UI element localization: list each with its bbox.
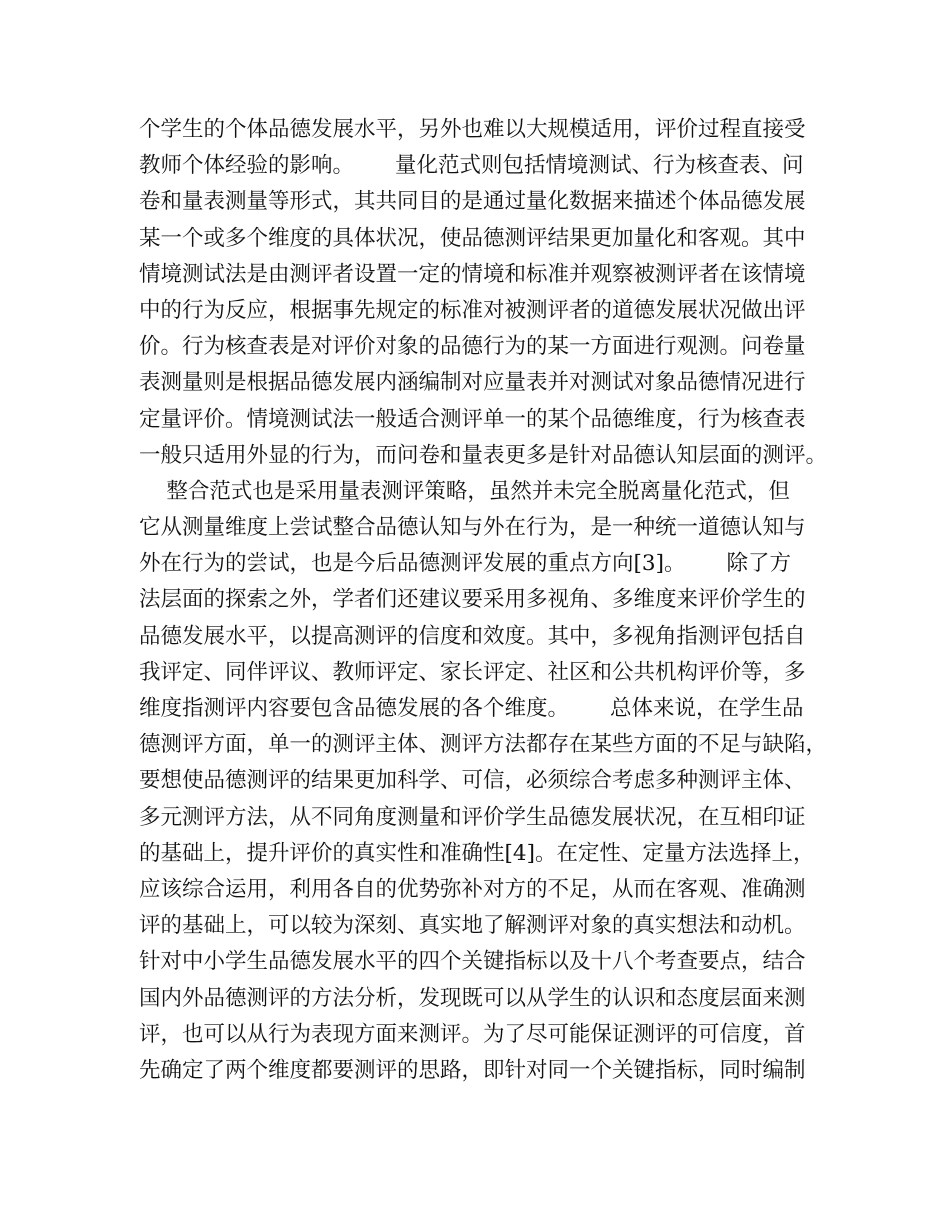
- text-line: 维度指测评内容要包含品德发展的各个维度。 总体来说，在学生品: [139, 696, 804, 721]
- text-line: 品德发展水平，以提高测评的信度和效度。其中，多视角指测评包括自: [139, 623, 806, 649]
- text-line: 个学生的个体品德发展水平，另外也难以大规模适用，评价过程直接受: [139, 117, 806, 142]
- text-line: 针对中小学生品德发展水平的四个关键指标以及十八个考查要点，结合: [139, 949, 806, 975]
- text-line: 应该综合运用，利用各自的优势弥补对方的不足，从而在客观、准确测: [139, 876, 806, 902]
- text-line: 要想使品德测评的结果更加科学、可信，必须综合考虑多种测评主体、: [139, 768, 806, 794]
- text-line: 价。行为核查表是对评价对象的品德行为的某一方面进行观测。问卷量: [139, 334, 806, 360]
- text-line: 教师个体经验的影响。 量化范式则包括情境测试、行为核查表、问: [139, 153, 804, 179]
- text-line: 法层面的探索之外，学者们还建议要采用多视角、多维度来评价学生的: [139, 587, 806, 613]
- body-text: [139, 112, 829, 1089]
- text-line: 某一个或多个维度的具体状况，使品德测评结果更加量化和客观。其中: [139, 225, 806, 251]
- text-line: 情境测试法是由测评者设置一定的情境和标准并观察被测评者在该情境: [139, 261, 806, 287]
- text-line: 先确定了两个维度都要测评的思路，即针对同一个关键指标，同时编制: [139, 1057, 806, 1083]
- text-line: 它从测量维度上尝试整合品德认知与外在行为，是一种统一道德认知与: [139, 515, 806, 541]
- text-line: 我评定、同伴评议、教师评定、家长评定、社区和公共机构评价等，多: [139, 659, 806, 685]
- text-line: 评，也可以从行为表现方面来测评。为了尽可能保证测评的可信度，首: [139, 1021, 806, 1047]
- text-line: 中的行为反应，根据事先规定的标准对被测评者的道德发展状况做出评: [139, 297, 806, 323]
- text-line: 定量评价。情境测试法一般适合测评单一的某个品德维度，行为核查表: [139, 406, 806, 432]
- text-line: 国内外品德测评的方法分析，发现既可以从学生的认识和态度层面来测: [139, 985, 806, 1011]
- text-line: 评的基础上，可以较为深刻、真实地了解测评对象的真实想法和动机。: [139, 913, 806, 939]
- text-line: 表测量则是根据品德发展内涵编制对应量表并对测试对象品德情况进行: [139, 370, 806, 396]
- text-line: 卷和量表测量等形式，其共同目的是通过量化数据来描述个体品德发展: [139, 189, 806, 215]
- text-line: 一般只适用外显的行为，而问卷和量表更多是针对品德认知层面的测评。: [139, 442, 828, 468]
- text-line: 整合范式也是采用量表测评策略，虽然并未完全脱离量化范式，但: [139, 478, 790, 504]
- text-line: 外在行为的尝试，也是今后品德测评发展的重点方向[3]。 除了方: [139, 551, 791, 577]
- text-line: 德测评方面，单一的测评主体、测评方法都存在某些方面的不足与缺陷，: [139, 732, 828, 758]
- text-line: 多元测评方法，从不同角度测量和评价学生品德发展状况，在互相印证: [139, 804, 806, 830]
- text-line: 的基础上，提升评价的真实性和准确性[4]。在定性、定量方法选择上，: [139, 840, 815, 866]
